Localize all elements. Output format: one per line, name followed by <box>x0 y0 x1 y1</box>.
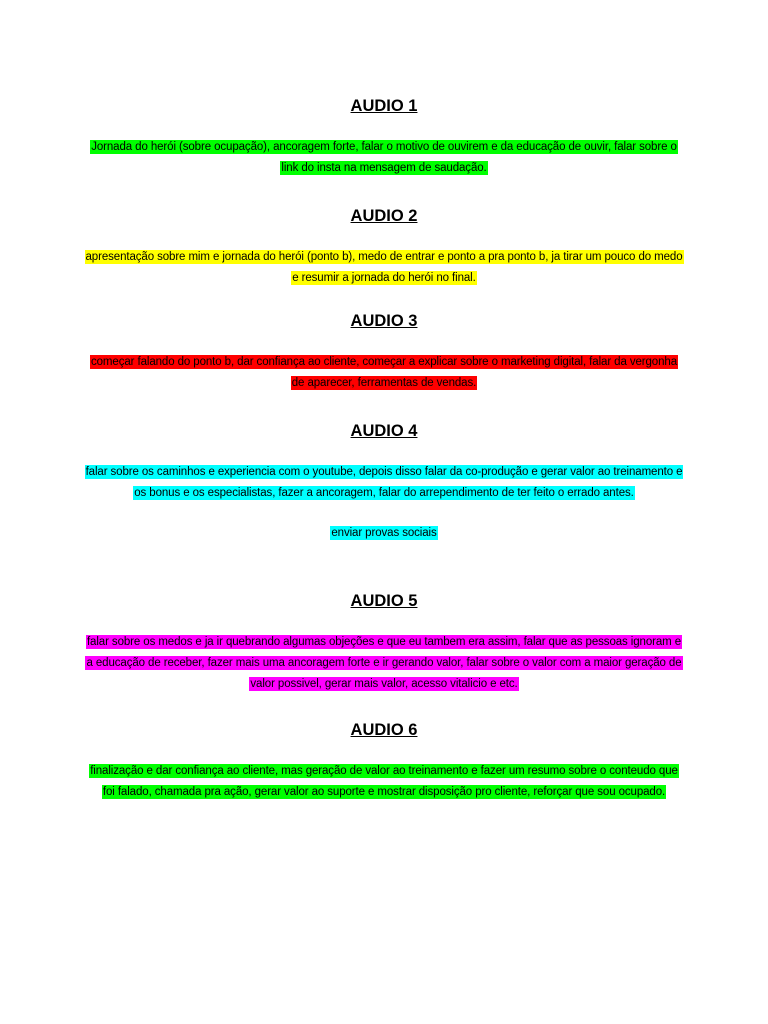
highlighted-text: falar sobre os caminhos e experiencia com o youtube, depois disso falar da co-produção e gerar valor ao treinamento e os bonus e os especialistas, fazer a ancoragem, falar do arrependimento de ter feito o errado antes. <box>85 466 683 499</box>
highlighted-text: enviar provas sociais <box>331 527 437 539</box>
section-text <box>84 632 684 695</box>
section-audio-5 <box>84 591 684 695</box>
section-audio-3 <box>84 311 684 394</box>
section-heading: AUDIO 6 <box>350 721 418 739</box>
section-audio-6 <box>84 720 684 803</box>
section-heading: AUDIO 3 <box>350 312 418 330</box>
section-text <box>84 761 684 803</box>
section-text <box>84 462 684 504</box>
highlighted-text: Jornada do herói (sobre ocupação), ancoragem forte, falar o motivo de ouvirem e da educação de ouvir, falar sobre o link do insta na mensagem de saudação. <box>91 141 677 174</box>
section-text <box>84 137 684 179</box>
section-text <box>84 247 684 289</box>
highlighted-text: finalização e dar confiança ao cliente, mas geração de valor ao treinamento e fazer um resumo sobre o conteudo que foi falado, chamada pra ação, gerar valor ao suporte e mostrar disposição pro cliente, reforçar que sou ocupado. <box>90 765 678 798</box>
section-text <box>84 352 684 394</box>
section-extra-text <box>84 523 684 544</box>
highlighted-text: apresentação sobre mim e jornada do herói (ponto b), medo de entrar e ponto a pra ponto b, ja tirar um pouco do medo e resumir a jornada do herói no final. <box>85 251 683 284</box>
highlighted-text: falar sobre os medos e ja ir quebrando algumas objeções e que eu tambem era assim, falar que as pessoas ignoram e a educação de receber, fazer mais uma ancoragem forte e ir gerando valor, falar sobre o valor com a maior geração de valor possivel, gerar mais valor, acesso vitalicio e etc. <box>86 636 682 690</box>
section-audio-2 <box>84 206 684 289</box>
highlighted-text: começar falando do ponto b, dar confiança ao cliente, começar a explicar sobre o marketing digital, falar da vergonha de aparecer, ferramentas de vendas. <box>90 356 677 389</box>
section-heading: AUDIO 2 <box>350 207 418 225</box>
section-heading: AUDIO 4 <box>350 422 418 440</box>
section-heading: AUDIO 1 <box>350 97 418 115</box>
section-audio-4 <box>84 421 684 544</box>
section-heading: AUDIO 5 <box>350 592 418 610</box>
section-audio-1 <box>84 96 684 179</box>
